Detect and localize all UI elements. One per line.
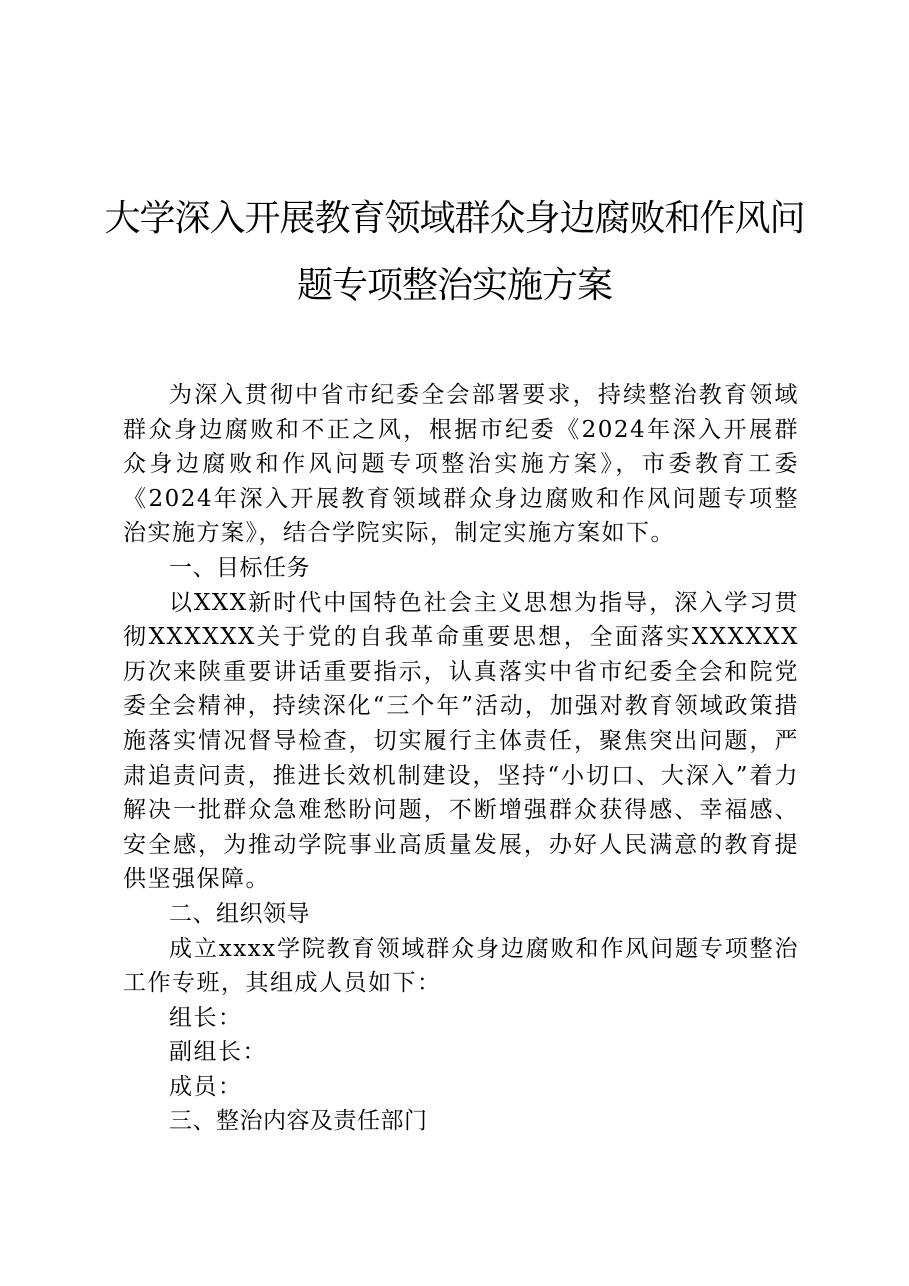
member-label: 成员： <box>169 1073 243 1100</box>
intro-paragraph: 为深入贯彻中省市纪委全会部署要求，持续整治教育领域群众身边腐败和不正之风，根据市纪委《2024年深入开展群众身边腐败和作风问题专项整治实施方案》，市委教育工委《2024年深入开展教育领域群众身边腐败和作风问题专项整治实施方案》，结合学院实际，制定实施方案如下。 <box>123 382 799 547</box>
section-heading-goals: 一、目标任务 <box>169 554 310 581</box>
section-heading-organization: 二、组织领导 <box>169 900 310 927</box>
document-title-line1: 大学深入开展教育领域群众身边腐败和作风问 <box>104 198 805 239</box>
document-title-line2: 题专项整治实施方案 <box>296 265 612 306</box>
section-heading-content: 三、整治内容及责任部门 <box>169 1108 428 1135</box>
document-body <box>123 378 799 1139</box>
goals-paragraph: 以XXX新时代中国特色社会主义思想为指导，深入学习贯彻XXXXXX关于党的自我革命重要思想，全面落实XXXXXX历次来陕重要讲话重要指示，认真落实中省市纪委全会和院党委全会精神，持续深化“三个年”活动，加强对教育领域政策措施落实情况督导检查，切实履行主体责任，聚焦突出问题，严肃追责问责，推进长效机制建设，坚持“小切口、大深入”着力解决一批群众急难愁盼问题，不断增强群众获得感、幸福感、安全感，为推动学院事业高质量发展，办好人民满意的教育提供坚强保障。 <box>123 589 799 893</box>
organization-paragraph: 成立xxxx学院教育领域群众身边腐败和作风问题专项整治工作专班，其组成人员如下： <box>123 935 799 997</box>
leader-label: 组长： <box>169 1004 243 1031</box>
deputy-leader-label: 副组长： <box>169 1039 267 1066</box>
